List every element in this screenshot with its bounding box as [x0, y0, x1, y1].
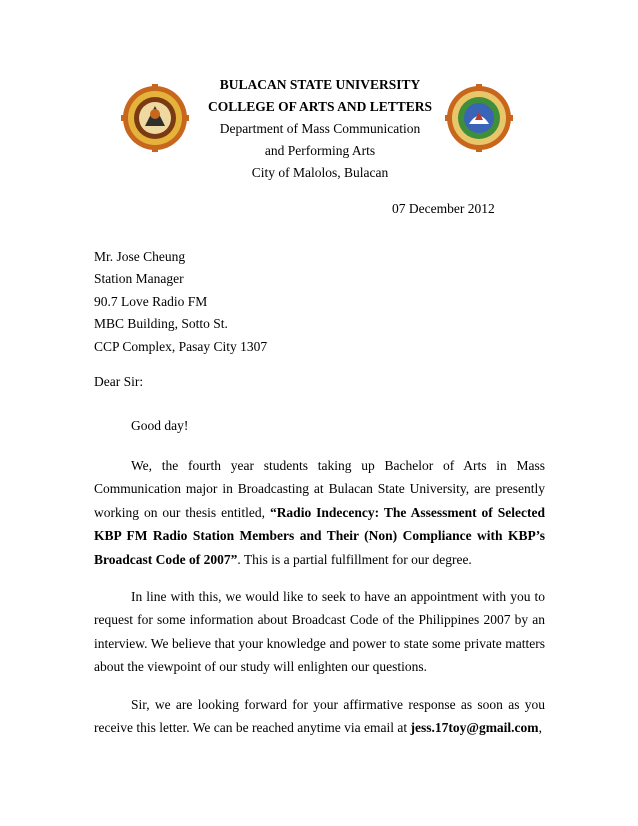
paragraph-1: [94, 454, 545, 571]
recipient-name: Mr. Jose Cheung: [94, 249, 186, 264]
department-line-2: and Performing Arts: [264, 143, 376, 158]
college-seal-icon: [445, 84, 513, 152]
paragraph-3-text-b: ,: [538, 720, 542, 736]
recipient-address: [94, 246, 267, 358]
thesis-title: “Radio Indecency: The Assessment of Selected KBP FM Radio Station Members and Their (Non) Compliance with KBP’s Broadcast Code of 2007”: [94, 504, 545, 567]
college-name: COLLEGE OF ARTS AND LETTERS: [207, 99, 433, 114]
letter-date: 07 December 2012: [392, 201, 495, 216]
paragraph-2: [94, 585, 545, 679]
recipient-complex: CCP Complex, Pasay City 1307: [94, 338, 268, 354]
letterhead: [150, 74, 490, 184]
paragraph-3-text-a: Sir, we are looking forward for your affirmative response as soon as you receive this letter. We can be reached anytime via email at: [94, 697, 545, 736]
recipient-building: MBC Building, Sotto St.: [94, 316, 228, 332]
greeting: Good day!: [131, 418, 189, 433]
recipient-station: 90.7 Love Radio FM: [94, 293, 208, 309]
paragraph-1-text-a: We, the fourth year students taking up Bachelor of Arts in Mass Communication major in Broadcasting at Bulacan State University, are presently working on our thesis entitled,: [94, 458, 545, 520]
recipient-title: Station Manager: [94, 271, 184, 287]
university-name: BULACAN STATE UNIVERSITY: [219, 77, 421, 92]
paragraph-3: [94, 693, 545, 740]
city-line: City of Malolos, Bulacan: [251, 165, 389, 180]
contact-email[interactable]: jess.17toy@gmail.com: [410, 720, 539, 736]
salutation: Dear Sir:: [94, 374, 144, 389]
paragraph-2-text: In line with this, we would like to seek to have an appointment with you to request for some information about Broadcast Code of the Philippines 2007 by an interview. We believe that your knowledge and power to state some private matters about the viewpoint of our study will enlighten our questions.: [94, 589, 545, 675]
department-line-1: Department of Mass Communication: [219, 121, 421, 136]
paragraph-1-text-b: . This is a partial fulfillment for our degree.: [237, 551, 472, 567]
